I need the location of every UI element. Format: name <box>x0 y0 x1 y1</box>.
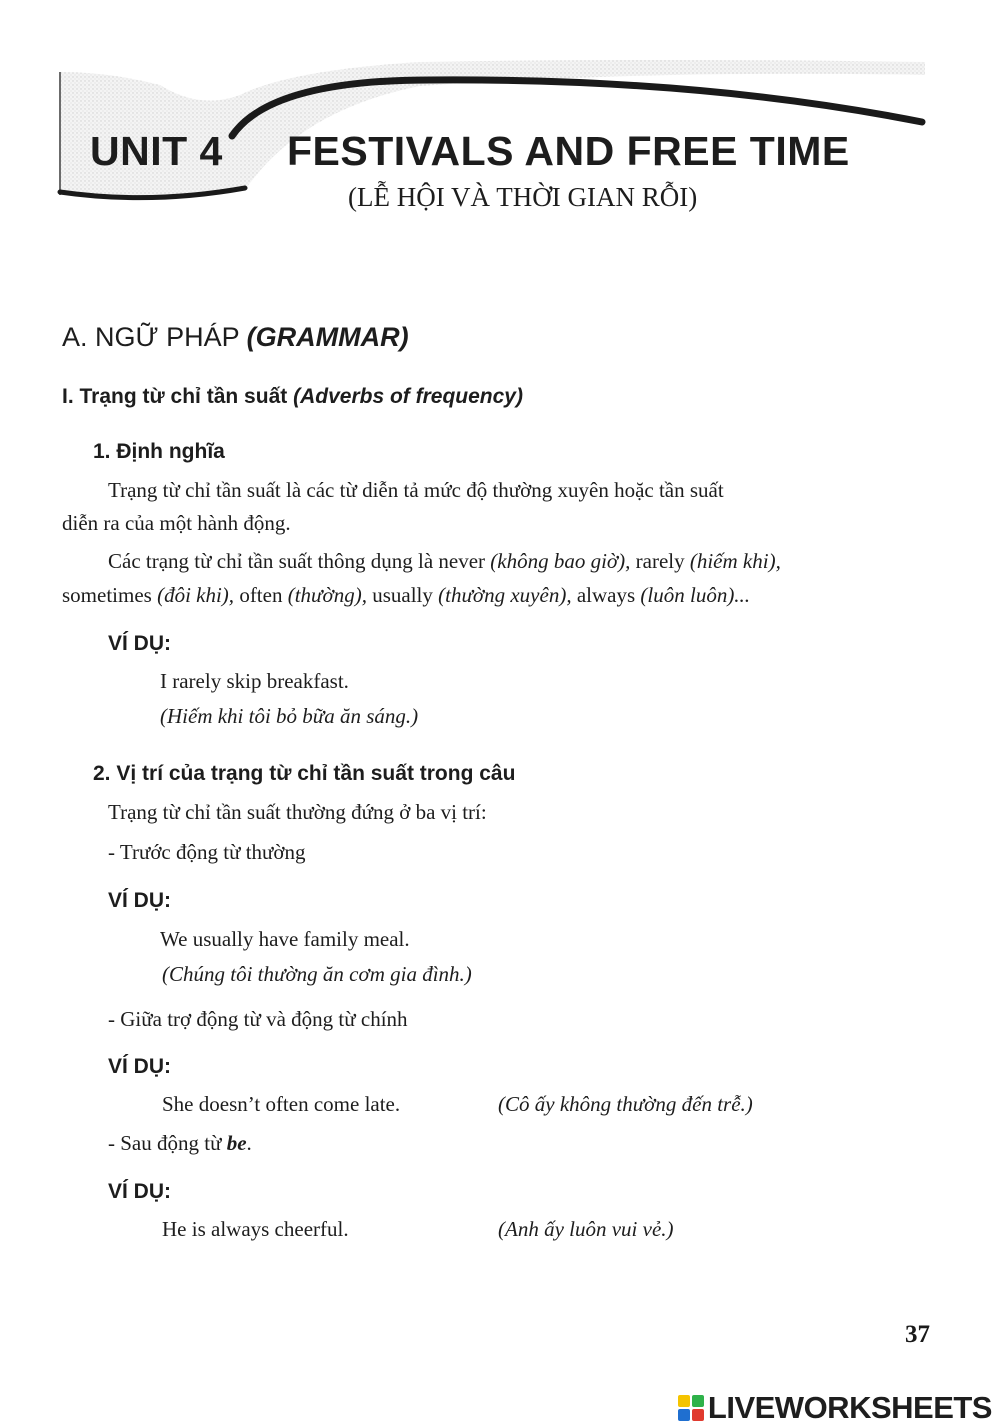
part-i-title: I. Trạng từ chỉ tần suất <box>62 385 288 408</box>
example-vi: (Anh ấy luôn vui vẻ.) <box>498 1217 674 1241</box>
section-a-heading <box>62 322 409 353</box>
definition-heading: 1. Định nghĩa <box>93 440 225 463</box>
logo-square <box>692 1409 704 1421</box>
part-i-heading <box>62 385 523 409</box>
example-label: VÍ DỤ: <box>108 889 171 912</box>
text-run: (hiếm khi), <box>689 549 781 573</box>
example-vi: (Chúng tôi thường ăn cơm gia đình.) <box>162 962 472 986</box>
example-en: He is always cheerful. <box>162 1217 349 1241</box>
logo-square <box>678 1409 690 1421</box>
page-number: 37 <box>905 1321 930 1348</box>
part-i-title-en: (Adverbs of frequency) <box>293 385 523 408</box>
logo-square <box>692 1395 704 1407</box>
watermark-text: LIVEWORKSHEETS <box>707 1390 992 1425</box>
liveworksheets-watermark[interactable] <box>678 1390 992 1426</box>
position-case3 <box>108 1131 252 1156</box>
unit-label: UNIT 4 <box>90 128 223 174</box>
position-intro: Trạng từ chỉ tần suất thường đứng ở ba vị trí: <box>108 800 487 824</box>
definition-para2-line1 <box>108 549 781 574</box>
text-run: be <box>226 1131 247 1155</box>
text-run: often <box>234 583 288 607</box>
text-run: (luôn luôn)... <box>640 583 751 607</box>
example-label: VÍ DỤ: <box>108 1055 171 1078</box>
definition-para1-line2: diễn ra của một hành động. <box>62 511 291 535</box>
position-case2: - Giữa trợ động từ và động từ chính <box>108 1007 408 1031</box>
definition-para2-line2 <box>62 583 750 608</box>
text-run: (thường), <box>287 583 367 607</box>
text-run: sometimes <box>62 583 158 607</box>
text-run: rarely <box>630 549 690 573</box>
text-run: (không bao giờ), <box>490 549 631 573</box>
position-case1: - Trước động từ thường <box>108 840 306 864</box>
text-run: (đôi khi), <box>157 583 235 607</box>
unit-title: FESTIVALS AND FREE TIME <box>287 128 850 174</box>
liveworksheets-logo-icon <box>678 1395 704 1421</box>
example-vi: (Cô ấy không thường đến trễ.) <box>498 1092 753 1116</box>
example-label: VÍ DỤ: <box>108 632 171 655</box>
example-en: I rarely skip breakfast. <box>160 669 349 693</box>
definition-para1-line1: Trạng từ chỉ tần suất là các từ diễn tả mức độ thường xuyên hoặc tần suất <box>108 478 724 502</box>
example-en: She doesn’t often come late. <box>162 1092 401 1116</box>
example-label: VÍ DỤ: <box>108 1180 171 1203</box>
text-run: . <box>246 1131 252 1155</box>
section-a-title: A. NGỮ PHÁP <box>62 322 240 352</box>
position-heading: 2. Vị trí của trạng từ chỉ tần suất trong câu <box>93 762 516 785</box>
text-run: always <box>571 583 641 607</box>
section-a-title-en: (GRAMMAR) <box>246 322 409 352</box>
text-run: usually <box>366 583 439 607</box>
example-vi: (Hiếm khi tôi bỏ bữa ăn sáng.) <box>160 704 419 728</box>
example-en: We usually have family meal. <box>160 927 410 951</box>
text-run: - Sau động từ <box>108 1131 227 1155</box>
unit-subtitle: (LỄ HỘI VÀ THỜI GIAN RỖI) <box>348 182 698 212</box>
text-run: (thường xuyên), <box>438 583 572 607</box>
logo-square <box>678 1395 690 1407</box>
text-run: Các trạng từ chỉ tần suất thông dụng là never <box>108 549 491 573</box>
